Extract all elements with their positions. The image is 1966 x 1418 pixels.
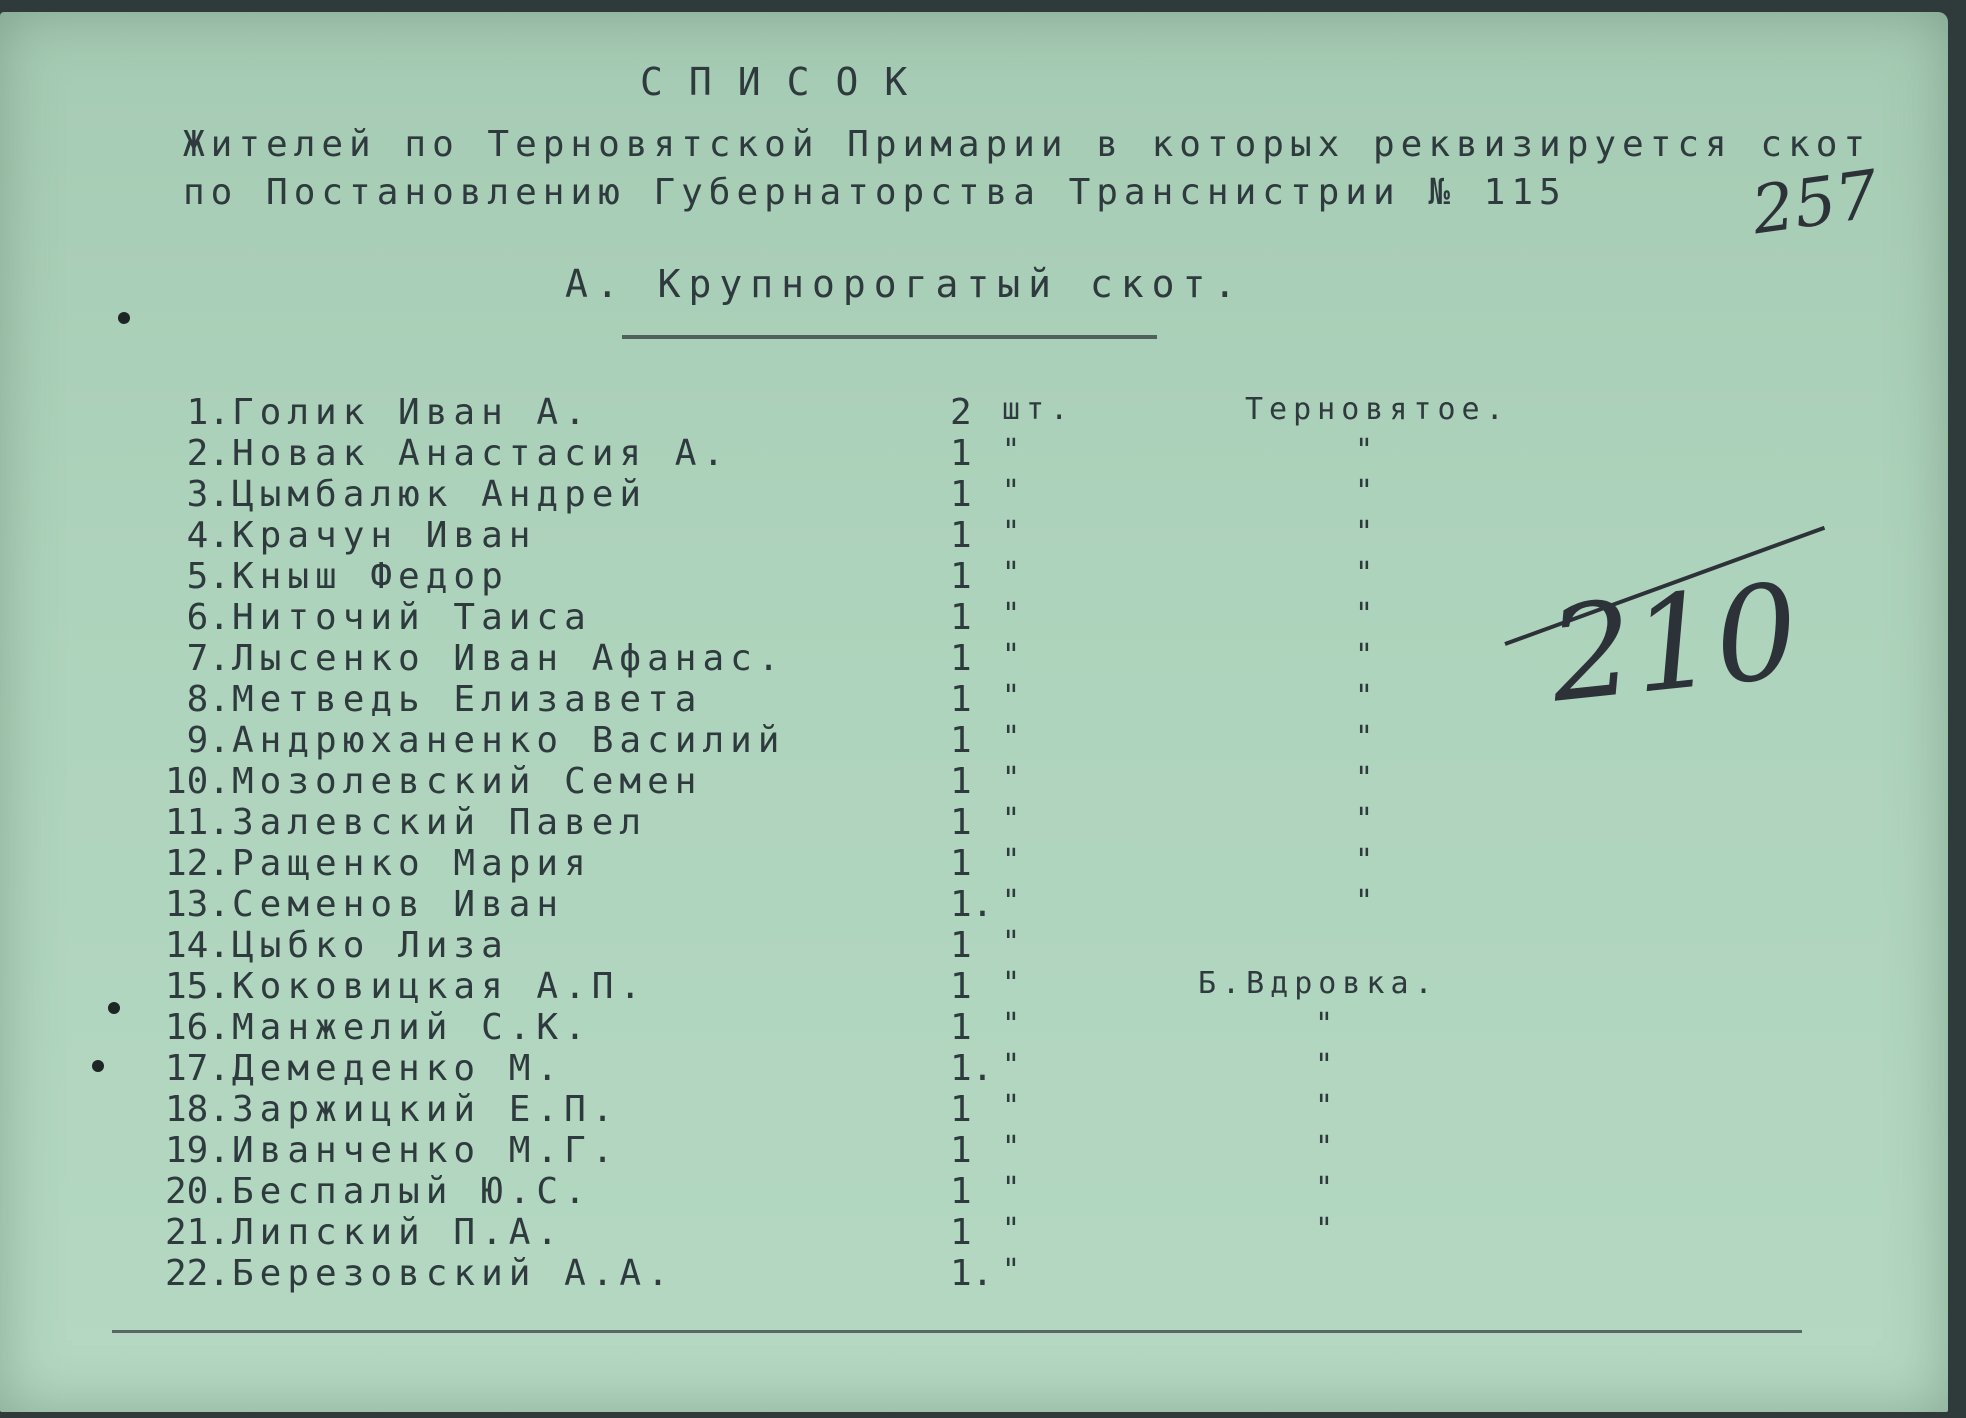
village-name: " [1315, 1171, 1340, 1206]
quantity-unit: " [1002, 966, 1027, 1001]
item-number: 7. [186, 638, 230, 679]
livestock-quantity: 1. [950, 884, 994, 925]
item-number: 20. [164, 1171, 230, 1212]
person-name: Семенов Иван [232, 884, 565, 925]
person-name: Ниточий Таиса [232, 597, 592, 638]
list-item [0, 843, 1948, 883]
person-name: Метведь Елизавета [232, 679, 703, 720]
list-item [0, 802, 1948, 842]
quantity-unit: " [1002, 679, 1027, 714]
livestock-quantity: 1 [950, 925, 972, 966]
list-item [0, 1130, 1948, 1170]
handwritten-page-number: 257 [1747, 155, 1883, 250]
item-number: 5. [186, 556, 230, 597]
quantity-unit: " [1002, 556, 1027, 591]
document-subtitle-line1: Жителей по Терновятской Примарии в которых реквизируется скот [183, 124, 1872, 165]
village-name: " [1315, 1130, 1340, 1165]
quantity-unit: " [1002, 597, 1027, 632]
person-name: Демеденко М. [232, 1048, 565, 1089]
livestock-quantity: 1 [950, 679, 972, 720]
punch-hole [108, 1002, 120, 1014]
document-title: СПИСОК [640, 60, 934, 104]
item-number: 13. [164, 884, 230, 925]
quantity-unit: " [1002, 1253, 1027, 1288]
list-item [0, 884, 1948, 924]
quantity-unit: " [1002, 1089, 1027, 1124]
livestock-quantity: 1 [950, 638, 972, 679]
person-name: Крачун Иван [232, 515, 537, 556]
livestock-quantity: 1 [950, 720, 972, 761]
quantity-unit: шт. [1002, 392, 1075, 427]
struck-handwritten-number: 210 [1542, 554, 1806, 732]
village-name: Б.Вдровка. [1198, 966, 1439, 1001]
village-name: " [1315, 1089, 1340, 1124]
quantity-unit: " [1002, 515, 1027, 550]
person-name: Иванченко М.Г. [232, 1130, 620, 1171]
item-number: 22. [164, 1253, 230, 1294]
livestock-quantity: 1. [950, 1048, 994, 1089]
village-name: " [1355, 597, 1380, 632]
quantity-unit: " [1002, 1130, 1027, 1165]
village-name: " [1355, 679, 1380, 714]
village-name: " [1355, 761, 1380, 796]
livestock-quantity: 1 [950, 1171, 972, 1212]
item-number: 14. [164, 925, 230, 966]
item-number: 8. [186, 679, 230, 720]
list-item [0, 433, 1948, 473]
village-name: " [1355, 884, 1380, 919]
list-item [0, 1212, 1948, 1252]
village-name: " [1355, 638, 1380, 673]
livestock-quantity: 1 [950, 1089, 972, 1130]
list-item [0, 1089, 1948, 1129]
list-item [0, 1171, 1948, 1211]
livestock-quantity: 1 [950, 1007, 972, 1048]
quantity-unit: " [1002, 720, 1027, 755]
document-subtitle-line2: по Постановлению Губернаторства Транснистрии № 115 [183, 172, 1567, 213]
quantity-unit: " [1002, 925, 1027, 960]
item-number: 10. [164, 761, 230, 802]
list-item [0, 474, 1948, 514]
item-number: 9. [186, 720, 230, 761]
quantity-unit: " [1002, 761, 1027, 796]
item-number: 4. [186, 515, 230, 556]
item-number: 11. [164, 802, 230, 843]
village-name: " [1355, 843, 1380, 878]
quantity-unit: " [1002, 843, 1027, 878]
livestock-quantity: 1 [950, 1130, 972, 1171]
village-name: " [1355, 556, 1380, 591]
quantity-unit: " [1002, 638, 1027, 673]
person-name: Новак Анастасия А. [232, 433, 731, 474]
list-item [0, 1253, 1948, 1293]
section-heading: А. Крупнорогатый скот. [565, 262, 1245, 306]
person-name: Голик Иван А. [232, 392, 592, 433]
livestock-quantity: 1 [950, 761, 972, 802]
item-number: 1. [186, 392, 230, 433]
item-number: 12. [164, 843, 230, 884]
quantity-unit: " [1002, 1212, 1027, 1247]
person-name: Андрюханенко Василий [232, 720, 786, 761]
person-name: Заржицкий Е.П. [232, 1089, 620, 1130]
person-name: Мозолевский Семен [232, 761, 703, 802]
quantity-unit: " [1002, 884, 1027, 919]
livestock-quantity: 2 [950, 392, 972, 433]
item-number: 2. [186, 433, 230, 474]
person-name: Ращенко Мария [232, 843, 592, 884]
person-name: Лысенко Иван Афанас. [232, 638, 786, 679]
item-number: 3. [186, 474, 230, 515]
punch-hole [118, 312, 130, 324]
item-number: 18. [164, 1089, 230, 1130]
list-item [0, 966, 1948, 1006]
item-number: 17. [164, 1048, 230, 1089]
person-name: Кныш Федор [232, 556, 509, 597]
person-name: Березовский А.А. [232, 1253, 675, 1294]
list-item [0, 1048, 1948, 1088]
village-name: " [1355, 433, 1380, 468]
quantity-unit: " [1002, 1048, 1027, 1083]
list-item [0, 720, 1948, 760]
list-item [0, 1007, 1948, 1047]
person-name: Липский П.А. [232, 1212, 565, 1253]
item-number: 21. [164, 1212, 230, 1253]
quantity-unit: " [1002, 433, 1027, 468]
list-item [0, 761, 1948, 801]
livestock-quantity: 1 [950, 474, 972, 515]
person-name: Залевский Павел [232, 802, 648, 843]
livestock-quantity: 1 [950, 597, 972, 638]
item-number: 6. [186, 597, 230, 638]
list-item [0, 925, 1948, 965]
quantity-unit: " [1002, 1007, 1027, 1042]
person-name: Коковицкая А.П. [232, 966, 648, 1007]
livestock-quantity: 1 [950, 433, 972, 474]
person-name: Манжелий С.К. [232, 1007, 592, 1048]
village-name: Терновятое. [1245, 392, 1510, 427]
livestock-quantity: 1 [950, 843, 972, 884]
list-item [0, 392, 1948, 432]
village-name: " [1355, 802, 1380, 837]
village-name: " [1355, 474, 1380, 509]
bottom-rule [112, 1330, 1802, 1333]
item-number: 15. [164, 966, 230, 1007]
quantity-unit: " [1002, 802, 1027, 837]
item-number: 16. [164, 1007, 230, 1048]
person-name: Цымбалюк Андрей [232, 474, 648, 515]
person-name: Цыбко Лиза [232, 925, 509, 966]
village-name: " [1315, 1212, 1340, 1247]
livestock-quantity: 1 [950, 966, 972, 1007]
livestock-quantity: 1 [950, 1212, 972, 1253]
document-sheet [0, 12, 1948, 1412]
heading-underline [622, 335, 1157, 339]
village-name: " [1315, 1007, 1340, 1042]
list-item [0, 515, 1948, 555]
quantity-unit: " [1002, 474, 1027, 509]
livestock-quantity: 1. [950, 1253, 994, 1294]
item-number: 19. [164, 1130, 230, 1171]
quantity-unit: " [1002, 1171, 1027, 1206]
livestock-quantity: 1 [950, 515, 972, 556]
village-name: " [1355, 515, 1380, 550]
punch-hole [92, 1060, 104, 1072]
livestock-quantity: 1 [950, 556, 972, 597]
person-name: Беспалый Ю.С. [232, 1171, 592, 1212]
village-name: " [1315, 1048, 1340, 1083]
livestock-quantity: 1 [950, 802, 972, 843]
village-name: " [1355, 720, 1380, 755]
